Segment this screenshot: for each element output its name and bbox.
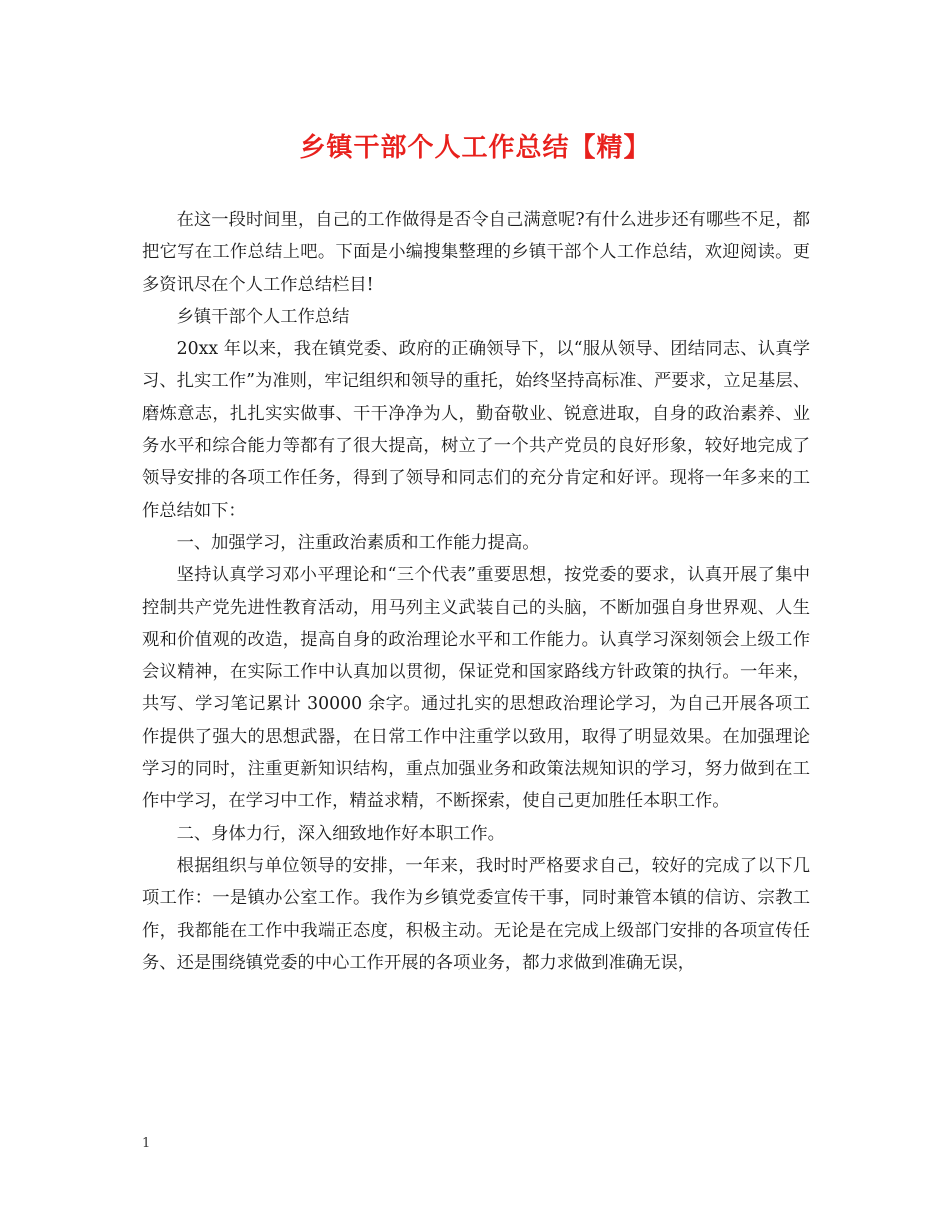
paragraph-overview: 20xx 年以来，我在镇党委、政府的正确领导下，以“服从领导、团结同志、认真学习、扎实工作”为准则，牢记组织和领导的重托，始终坚持高标准、严要求，立足基层、磨炼意志，扎扎实实做事、干干净净为人，勤奋敬业、锐意进取，自身的政治素养、业务水平和综合能力等都有了很大提高，树立了一个共产党员的良好形象，较好地完成了领导安排的各项工作任务，得到了领导和同志们的充分肯定和好评。现将一年多来的工作总结如下： <box>142 339 810 521</box>
document-title: 乡镇干部个人工作总结【精】 <box>299 133 651 163</box>
paragraph-subtitle: 乡镇干部个人工作总结 <box>176 306 350 327</box>
section-heading-1: 一、加强学习，注重政治素质和工作能力提高。 <box>176 532 540 553</box>
section-heading-2: 二、身体力行，深入细致地作好本职工作。 <box>176 823 505 844</box>
document-body <box>142 204 810 979</box>
page-number: 1 <box>142 1136 151 1151</box>
paragraph-section-1: 坚持认真学习邓小平理论和“三个代表”重要思想，按党委的要求，认真开展了集中控制共产党先进性教育活动，用马列主义武装自己的头脑，不断加强自身世界观、人生观和价值观的改造，提高自身的政治理论水平和工作能力。认真学习深刻领会上级工作会议精神，在实际工作中认真加以贯彻，保证党和国家路线方针政策的执行。一年来，共写、学习笔记累计 30000 余字。通过扎实的思想政治理论学习，为自己开展各项工作提供了强大的思想武器，在日常工作中注重学以致用，取得了明显效果。在加强理论学习的同时，注重更新知识结构，重点加强业务和政策法规知识的学习，努力做到在工作中学习，在学习中工作，精益求精，不断探索，使自己更加胜任本职工作。 <box>142 565 810 812</box>
paragraph-intro: 在这一段时间里，自己的工作做得是否令自己满意呢?有什么进步还有哪些不足，都把它写在工作总结上吧。下面是小编搜集整理的乡镇干部个人工作总结，欢迎阅读。更多资讯尽在个人工作总结栏目! <box>142 210 810 295</box>
paragraph-section-2: 根据组织与单位领导的安排，一年来，我时时严格要求自己，较好的完成了以下几项工作：一是镇办公室工作。我作为乡镇党委宣传干事，同时兼管本镇的信访、宗教工作，我都能在工作中我端正态度，积极主动。无论是在完成上级部门安排的各项宣传任务、还是围绕镇党委的中心工作开展的各项业务，都力求做到准确无误， <box>142 855 810 973</box>
